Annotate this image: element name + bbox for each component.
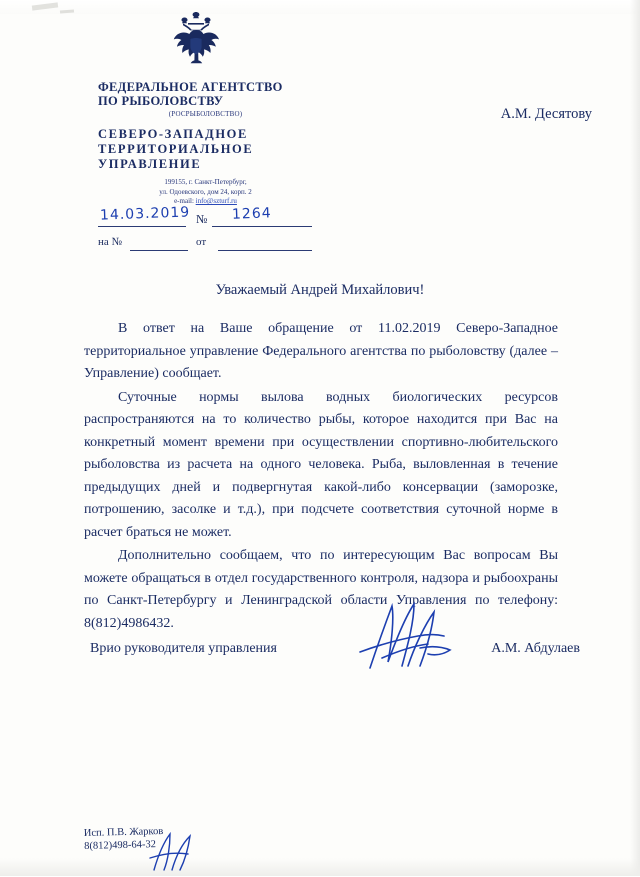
agency-abbreviation: (РОСРЫБОЛОВСТВО) xyxy=(168,110,243,118)
signer-position: Врио руководителя управления xyxy=(90,641,277,656)
agency-line-2: ПО РЫБОЛОВСТВУ xyxy=(98,94,224,108)
department-line-2: ТЕРРИТОРИАЛЬНОЕ xyxy=(98,142,254,156)
salutation: Уважаемый Андрей Михайлович! xyxy=(215,282,425,298)
paragraph: В ответ на Ваше обращение от 11.02.2019 Северо-Западное территориальное управление Федерального агентства по рыболовству (далее – Управление) сообщает. xyxy=(84,321,558,381)
scan-edge xyxy=(0,0,640,14)
email-link[interactable]: info@szturf.ru xyxy=(195,197,237,205)
letter-body xyxy=(84,318,558,636)
executor-name: Исп. П.В. Жарков xyxy=(83,825,164,840)
scan-shadow xyxy=(630,0,640,876)
from-rule xyxy=(218,250,312,251)
footer-handwritten-mark xyxy=(148,830,208,872)
from-label: от xyxy=(196,236,207,248)
number-symbol: № xyxy=(196,212,208,226)
address-line-2: ул. Одоевского, дом 24, корп. 2 xyxy=(159,187,252,196)
number-rule xyxy=(212,226,312,227)
russian-coat-of-arms-icon xyxy=(162,10,230,72)
paragraph: Суточные нормы вылова водных биологических ресурсов распространяются на то количество рыбы, которое находится при Вас на конкретный момент времени при осуществлении спортивно-любительского рыболовства из расчета на одного человека. Рыба, выловленная в течение предыдущих дней и подвергнутая какой-либо консервации (заморозке, потрошению, засолке и т.д.), при подсчете соответствия суточной норме в расчет браться не может. xyxy=(84,389,558,540)
scan-shadow xyxy=(0,858,640,876)
department-line-1: СЕВЕРО-ЗАПАДНОЕ xyxy=(98,127,248,141)
reply-to-label: на № xyxy=(98,236,123,248)
agency-line-1: ФЕДЕРАЛЬНОЕ АГЕНТСТВО xyxy=(98,80,283,94)
outgoing-date-handwritten: 14.03.2019 xyxy=(99,204,191,224)
date-rule xyxy=(98,226,186,227)
executor-phone: 8(812)498-64-32 xyxy=(84,839,157,853)
signer-name: А.М. Абдулаев xyxy=(491,641,580,656)
address-line-1: 199155, г. Санкт-Петербург, xyxy=(164,178,247,186)
paragraph: Дополнительно сообщаем, что по интересующим Вас вопросам Вы можете обращаться в отдел государственного контроля, надзора и рыбоохраны по Санкт-Петербургу и Ленинградской области Управления по телефону: 8(812)4986432. xyxy=(84,548,558,631)
handwritten-signature xyxy=(352,596,462,676)
department-line-3: УПРАВЛЕНИЕ xyxy=(98,157,202,171)
letterhead xyxy=(98,80,313,207)
outgoing-number-handwritten: 1264 xyxy=(231,205,272,223)
addressee: А.М. Десятову xyxy=(500,106,592,122)
reply-to-rule xyxy=(130,250,188,251)
email-label: e-mail: xyxy=(174,197,194,205)
